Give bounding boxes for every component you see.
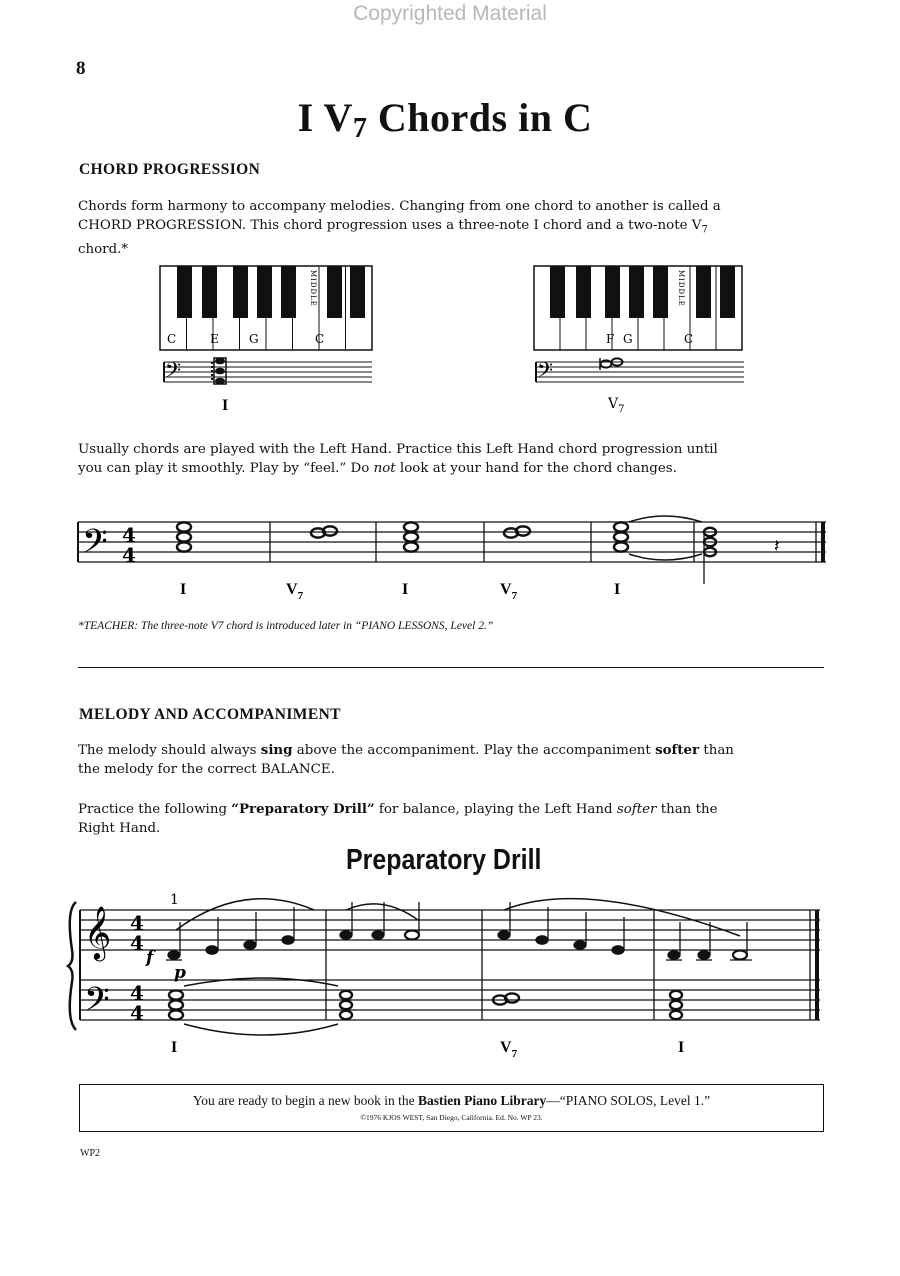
key-label: E xyxy=(210,332,219,346)
key-label: C xyxy=(167,332,177,346)
chord-label: I xyxy=(678,1039,685,1056)
middle-c-label: MIDDLE xyxy=(309,270,317,307)
key-label: G xyxy=(249,332,259,346)
page-number: 8 xyxy=(76,58,86,79)
keyboard-diagram-i-chord xyxy=(150,260,390,420)
copyright-line: ©1976 KJOS WEST, San Diego, California. Ed. No. WP 23. xyxy=(360,1113,543,1122)
teacher-footnote: *TEACHER: The three-note V7 chord is introduced later in “PIANO LESSONS, Level 2.” xyxy=(78,620,494,632)
chord-label: I xyxy=(402,581,409,598)
time-signature-bottom: 4 xyxy=(122,543,136,567)
drill-grand-staff xyxy=(64,890,832,1060)
chord-notes-v7 xyxy=(600,358,623,370)
time-signature-top: 4 xyxy=(122,523,136,547)
melody-paragraph: The melody should always sing above the accompaniment. Play the accompaniment softer than the melody for the correct BALANCE. xyxy=(78,742,734,777)
chord-label-i: I xyxy=(222,397,229,414)
chord-label: I xyxy=(614,581,621,598)
drill-title: Preparatory Drill xyxy=(346,844,542,876)
bass-clef-icon: 𝄢 xyxy=(165,358,182,387)
dynamic-forte: f xyxy=(146,948,154,968)
fingering-number: 1 xyxy=(170,892,179,908)
chord-label: $V_7$ xyxy=(500,581,518,602)
key-label: F xyxy=(606,332,615,346)
treble-clef-icon: 𝄞 xyxy=(84,905,112,959)
dynamic-piano: p xyxy=(174,963,186,983)
key-label: C xyxy=(315,332,325,346)
drill-instruction-paragraph: Practice the following “Preparatory Drill” for balance, playing the Left Hand softer than the Right Hand. xyxy=(78,801,718,836)
bass-clef-icon: 𝄢 xyxy=(82,523,108,569)
bass-staff-v7-chord xyxy=(536,362,744,382)
time-signature-top: 4 xyxy=(130,981,144,1005)
bass-clef-icon: 𝄢 xyxy=(84,981,110,1027)
left-hand-paragraph: Usually chords are played with the Left Hand. Practice this Left Hand chord progression until you can play it smoothly. Play by “feel.” Do not look at your hand for the chord changes. xyxy=(78,442,718,476)
chord-label-v7: $V_7$ xyxy=(608,396,625,415)
chord-label: I xyxy=(180,581,187,598)
key-label: C xyxy=(684,332,694,346)
brace-icon xyxy=(68,902,76,1030)
keyboard-v7-chord xyxy=(534,266,742,350)
time-signature-bottom: 4 xyxy=(130,1001,144,1025)
bass-clef-icon: 𝄢 xyxy=(537,358,554,387)
section-heading-melody: MELODY AND ACCOMPANIMENT xyxy=(79,706,341,723)
chord-progression-paragraph: Chords form harmony to accompany melodies. Changing from one chord to another is called a CHORD PROGRESSION. This chord progression uses a three-note I chord and a two-note $V_7$ chord.* xyxy=(78,199,721,257)
keyboard-diagram-v7-chord xyxy=(522,260,762,420)
chord-label: $V_7$ xyxy=(286,581,304,602)
keyboard-i-chord xyxy=(160,266,372,350)
callout-text: You are ready to begin a new book in the Bastien Piano Library—“PIANO SOLOS, Level 1.” xyxy=(192,1093,711,1108)
quarter-rest-icon: 𝄽 xyxy=(774,536,780,557)
chord-label: I xyxy=(171,1039,178,1056)
middle-c-label: MIDDLE xyxy=(677,270,685,307)
watermark: Copyrighted Material xyxy=(353,2,547,25)
divider xyxy=(78,667,824,668)
time-signature-top: 4 xyxy=(130,911,144,935)
progression-staff xyxy=(74,512,834,607)
next-book-callout xyxy=(79,1084,824,1132)
chord-label: $V_7$ xyxy=(500,1039,518,1060)
book-code: WP2 xyxy=(80,1148,100,1159)
key-label: G xyxy=(623,332,633,346)
chord-notes-i xyxy=(212,358,226,385)
time-signature-bottom: 4 xyxy=(130,931,144,955)
page-title: I $V_7$ Chords in C xyxy=(297,95,593,144)
section-heading-chord-progression: CHORD PROGRESSION xyxy=(79,161,261,178)
bass-staff-i-chord xyxy=(164,362,372,382)
